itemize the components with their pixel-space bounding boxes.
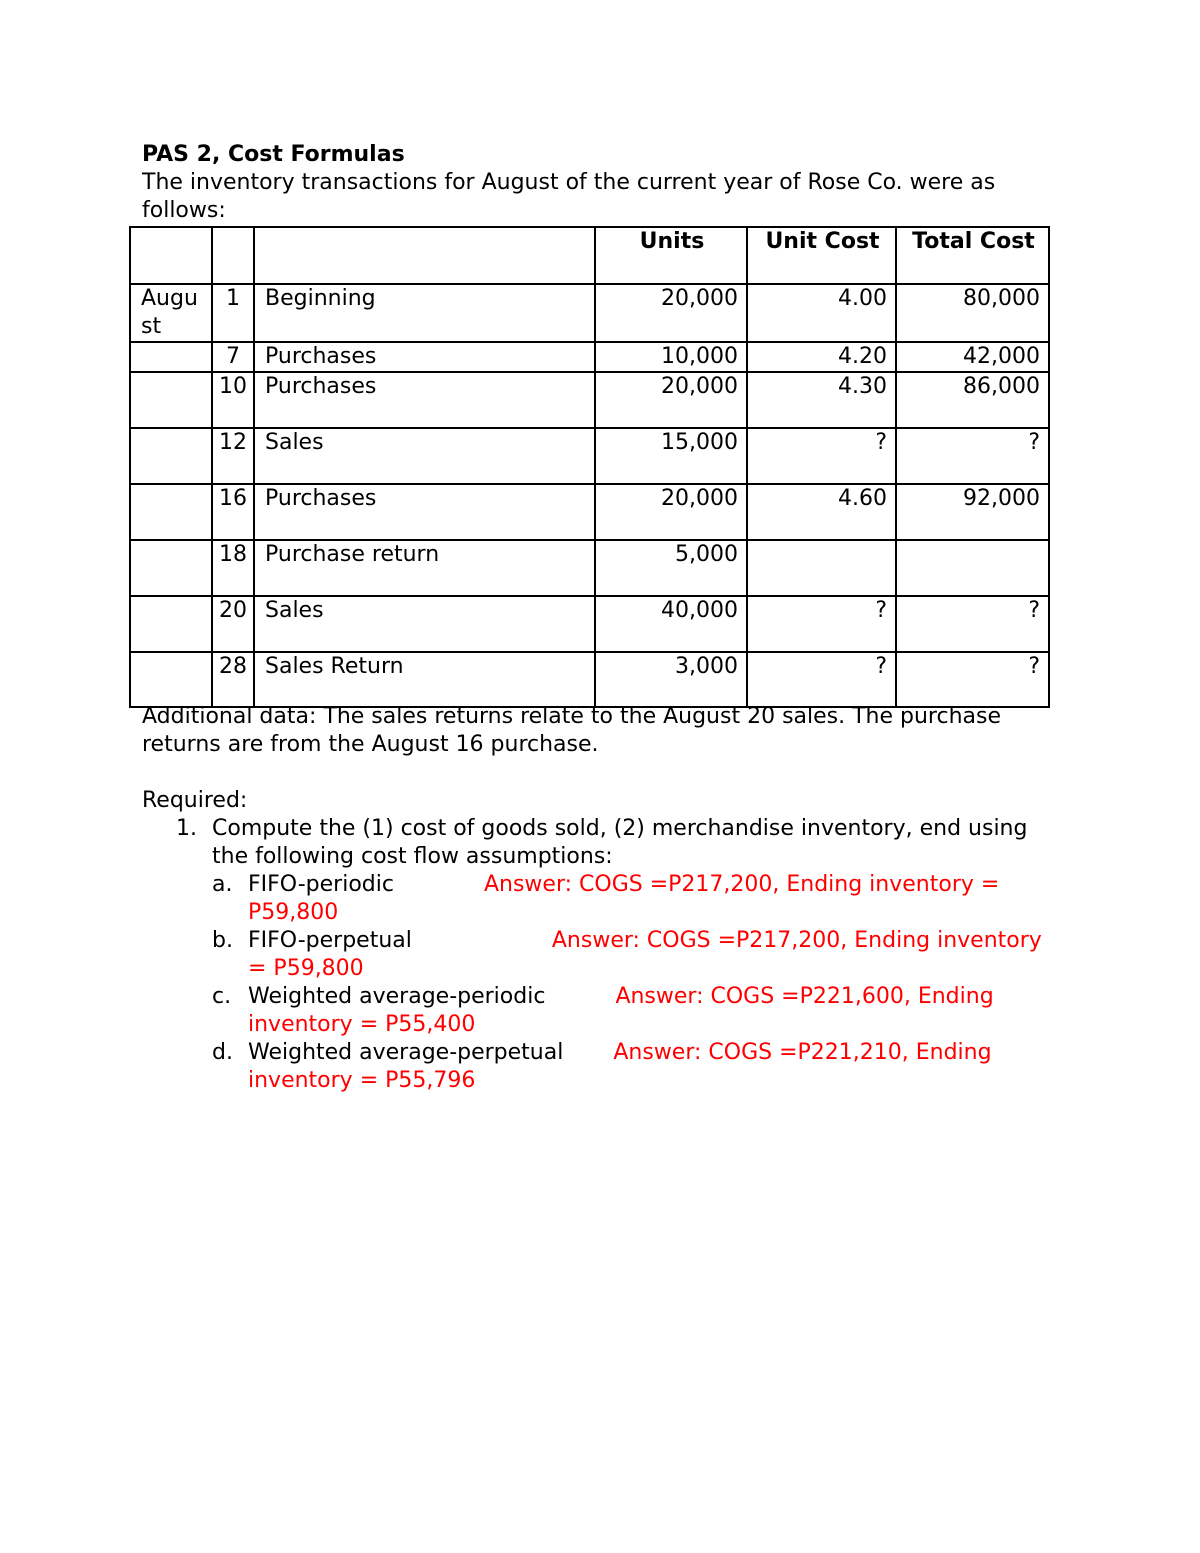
cell-units: 40,000 xyxy=(595,596,747,652)
cell-units: 3,000 xyxy=(595,652,747,707)
list-letter: b. xyxy=(212,928,233,953)
cell-description: Purchases xyxy=(254,372,595,428)
cell-day: 7 xyxy=(212,342,254,372)
document-header xyxy=(142,141,1057,225)
list-item xyxy=(212,983,1057,1039)
required-label: Required: xyxy=(142,788,248,813)
method-label: FIFO-perpetual xyxy=(248,928,412,953)
table-row xyxy=(130,540,1049,596)
cell-units: 5,000 xyxy=(595,540,747,596)
cell-month xyxy=(130,540,212,596)
cell-day: 18 xyxy=(212,540,254,596)
header-month xyxy=(130,227,212,284)
cell-unit-cost: ? xyxy=(747,596,896,652)
cell-day: 28 xyxy=(212,652,254,707)
list-item xyxy=(142,815,1057,1095)
cell-month: August xyxy=(130,284,212,342)
cell-unit-cost: 4.30 xyxy=(747,372,896,428)
cell-unit-cost: ? xyxy=(747,652,896,707)
cell-unit-cost xyxy=(747,540,896,596)
list-number: 1. xyxy=(176,816,197,841)
required-list xyxy=(142,815,1057,1095)
header-day xyxy=(212,227,254,284)
header-unit-cost: Unit Cost xyxy=(747,227,896,284)
cell-day: 10 xyxy=(212,372,254,428)
page-title: PAS 2, Cost Formulas xyxy=(142,142,405,167)
cell-day: 16 xyxy=(212,484,254,540)
cell-units: 20,000 xyxy=(595,284,747,342)
method-list xyxy=(212,871,1057,1095)
intro-paragraph: The inventory transactions for August of the current year of Rose Co. were as follows: xyxy=(142,170,996,223)
cell-unit-cost: 4.60 xyxy=(747,484,896,540)
table-row xyxy=(130,484,1049,540)
cell-units: 20,000 xyxy=(595,372,747,428)
table-header-row xyxy=(130,227,1049,284)
cell-month xyxy=(130,652,212,707)
cell-total-cost: ? xyxy=(896,596,1049,652)
cell-total-cost: 86,000 xyxy=(896,372,1049,428)
list-item xyxy=(212,927,1057,983)
cell-unit-cost: 4.00 xyxy=(747,284,896,342)
cell-description: Beginning xyxy=(254,284,595,342)
list-item xyxy=(212,1039,1057,1095)
list-item xyxy=(212,871,1057,927)
cell-day: 20 xyxy=(212,596,254,652)
answer-text: Answer: COGS =P217,200, Ending inventory = P59,800 xyxy=(248,928,1042,981)
header-total-cost: Total Cost xyxy=(896,227,1049,284)
list-letter: c. xyxy=(212,984,232,1009)
cell-total-cost: ? xyxy=(896,428,1049,484)
cell-total-cost: 42,000 xyxy=(896,342,1049,372)
table-row xyxy=(130,342,1049,372)
table-row xyxy=(130,428,1049,484)
additional-data-paragraph: Additional data: The sales returns relate to the August 20 sales. The purchase returns are from the August 16 purchase. xyxy=(142,704,1001,757)
cell-day: 1 xyxy=(212,284,254,342)
cell-description: Sales xyxy=(254,596,595,652)
cell-unit-cost: 4.20 xyxy=(747,342,896,372)
requirement-text: Compute the (1) cost of goods sold, (2) merchandise inventory, end using the following cost flow assumptions: xyxy=(212,816,1028,869)
cell-units: 15,000 xyxy=(595,428,747,484)
cell-month xyxy=(130,428,212,484)
table-row xyxy=(130,596,1049,652)
cell-description: Purchase return xyxy=(254,540,595,596)
cell-total-cost xyxy=(896,540,1049,596)
cell-month xyxy=(130,484,212,540)
answer-text: Answer: COGS =P221,600, Ending inventory = P55,400 xyxy=(248,984,994,1037)
answer-text: Answer: COGS =P221,210, Ending inventory = P55,796 xyxy=(248,1040,992,1093)
cell-month xyxy=(130,596,212,652)
cell-total-cost: ? xyxy=(896,652,1049,707)
header-description xyxy=(254,227,595,284)
cell-month xyxy=(130,372,212,428)
table-row xyxy=(130,372,1049,428)
header-units: Units xyxy=(595,227,747,284)
list-letter: a. xyxy=(212,872,233,897)
cell-units: 10,000 xyxy=(595,342,747,372)
table-row xyxy=(130,652,1049,707)
cell-description: Purchases xyxy=(254,484,595,540)
inventory-table xyxy=(129,226,1050,708)
cell-day: 12 xyxy=(212,428,254,484)
cell-units: 20,000 xyxy=(595,484,747,540)
cell-description: Sales xyxy=(254,428,595,484)
method-label: Weighted average-perpetual xyxy=(248,1040,564,1065)
answer-text: Answer: COGS =P217,200, Ending inventory = P59,800 xyxy=(248,872,1000,925)
table-row xyxy=(130,284,1049,342)
blank-line xyxy=(142,759,1057,787)
cell-total-cost: 92,000 xyxy=(896,484,1049,540)
cell-description: Sales Return xyxy=(254,652,595,707)
cell-month xyxy=(130,342,212,372)
after-table-section xyxy=(142,703,1057,1095)
cell-total-cost: 80,000 xyxy=(896,284,1049,342)
cell-unit-cost: ? xyxy=(747,428,896,484)
cell-description: Purchases xyxy=(254,342,595,372)
method-label: Weighted average-periodic xyxy=(248,984,546,1009)
method-label: FIFO-periodic xyxy=(248,872,394,897)
list-letter: d. xyxy=(212,1040,233,1065)
